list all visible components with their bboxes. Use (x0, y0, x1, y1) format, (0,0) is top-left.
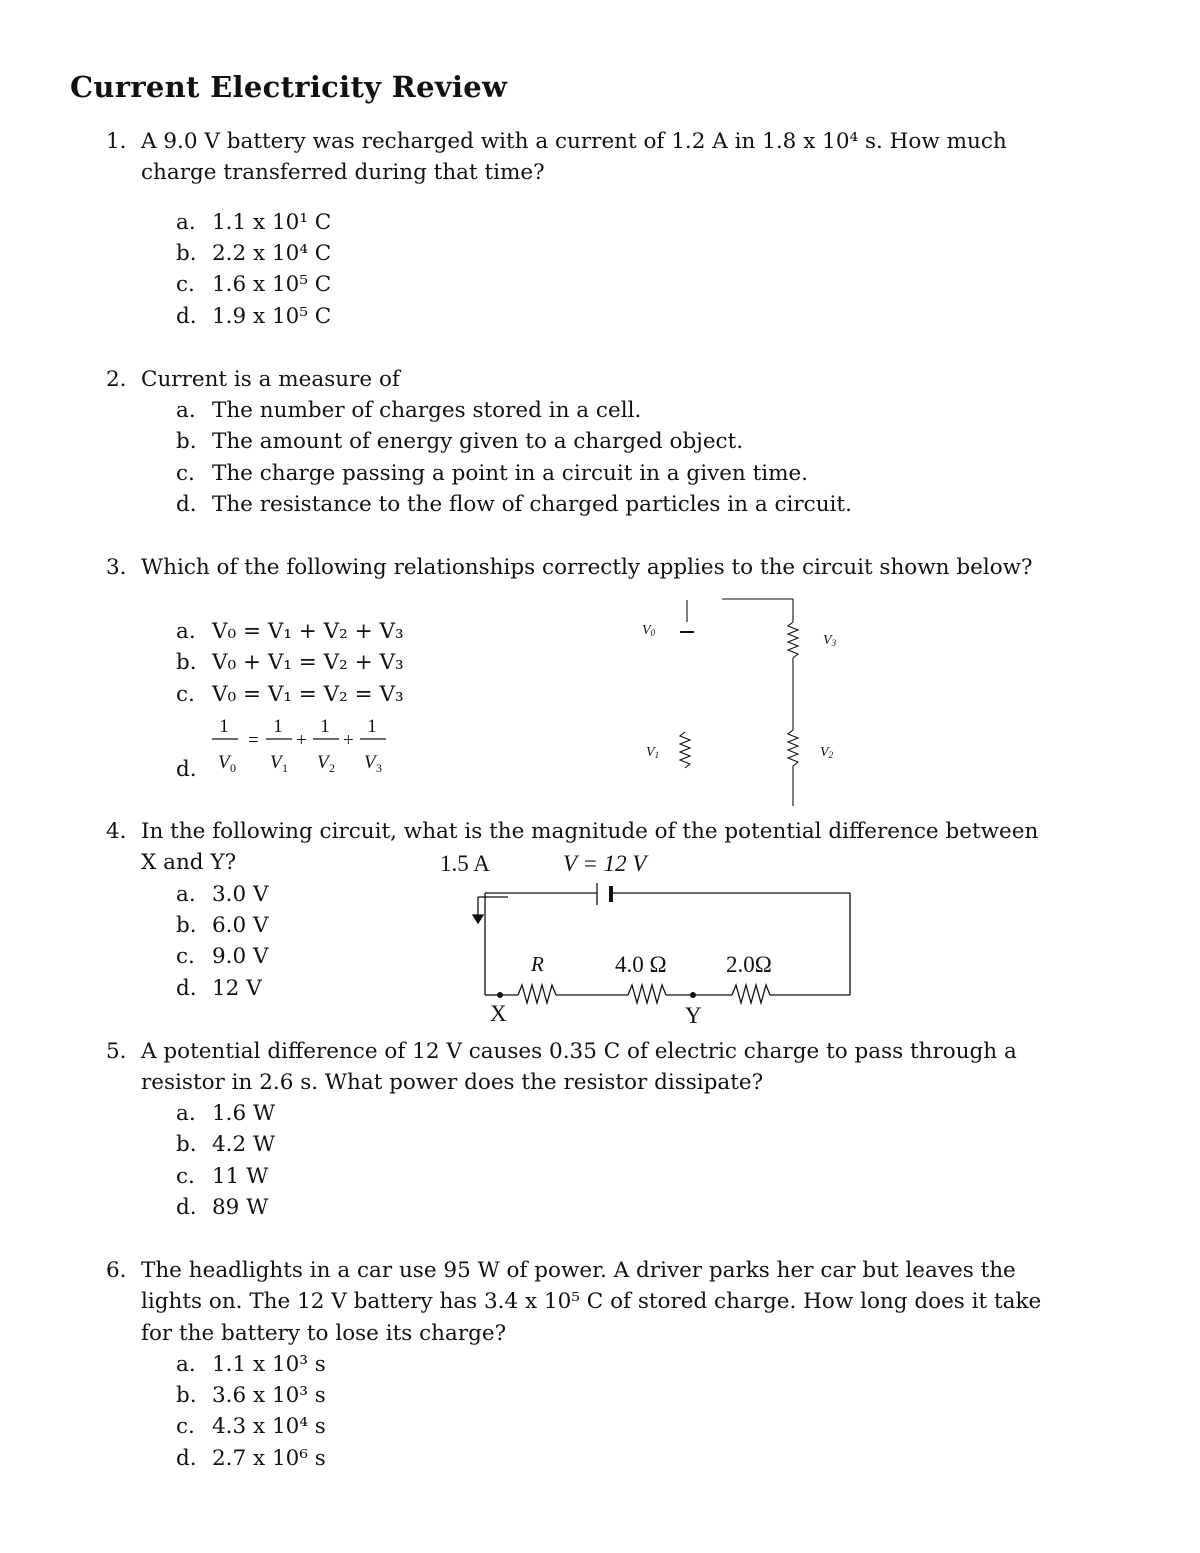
option-letter: b. (176, 1383, 197, 1408)
question-number: 5. (106, 1039, 127, 1064)
option-letter: a. (176, 1101, 196, 1126)
question-text-line: charge transferred during that time? (141, 160, 545, 185)
option-text: 2.2 x 10⁴ C (212, 241, 332, 266)
formula-denominator: V (317, 752, 329, 773)
answer-option (176, 1192, 268, 1223)
option-letter: b. (176, 1132, 197, 1157)
voltage-label: V = 12 V (563, 851, 647, 876)
question-text-line: Current is a measure of (141, 367, 400, 392)
resistor-r-label: R (531, 952, 544, 976)
question-text-line: resistor in 2.6 s. What power does the resistor dissipate? (141, 1070, 764, 1095)
question-text-line: X and Y? (141, 850, 237, 875)
resistor-v1 (680, 732, 690, 768)
answer-option (176, 754, 212, 785)
option-text: 1.6 W (212, 1101, 276, 1126)
plus-sign: + (296, 730, 307, 751)
answer-option (176, 489, 852, 520)
current-label: 1.5 A (440, 851, 490, 876)
answer-option (176, 426, 743, 457)
option-text: 9.0 V (212, 944, 269, 969)
option-letter: c. (176, 1414, 195, 1439)
answer-option (176, 1443, 326, 1474)
option-text: 1.1 x 10¹ C (212, 210, 332, 235)
answer-option (176, 269, 331, 300)
option-letter: d. (176, 304, 197, 329)
label-v3: V3 (823, 633, 837, 648)
formula-subscript: 3 (376, 761, 382, 775)
answer-option (176, 1098, 275, 1129)
answer-option (176, 879, 269, 910)
formula-subscript: 2 (329, 761, 335, 775)
series-circuit-diagram (430, 845, 860, 1030)
option-text: 1.9 x 10⁵ C (212, 304, 332, 329)
formula-numerator: 1 (219, 716, 229, 737)
answer-option (176, 207, 331, 238)
option-text: 1.1 x 10³ s (212, 1352, 326, 1377)
plus-sign: + (343, 730, 354, 751)
label-v0: V0 (642, 623, 656, 638)
answer-option (176, 941, 269, 972)
reciprocal-formula (208, 712, 398, 776)
node-x (497, 992, 503, 998)
formula-subscript: 1 (282, 761, 288, 775)
option-text: The number of charges stored in a cell. (212, 398, 642, 423)
option-letter: d. (176, 1195, 197, 1220)
option-letter: c. (176, 461, 195, 486)
answer-option (176, 395, 641, 426)
answer-option (176, 647, 404, 678)
answer-option (176, 616, 404, 647)
question-number: 1. (106, 129, 127, 154)
option-letter: b. (176, 241, 197, 266)
option-text: 3.6 x 10³ s (212, 1383, 326, 1408)
question-text-line: A 9.0 V battery was recharged with a current of 1.2 A in 1.8 x 10⁴ s. How much (141, 129, 1007, 154)
label-v2: V2 (820, 745, 834, 760)
resistor-4ohm-label: 4.0 Ω (615, 952, 667, 977)
option-letter: a. (176, 882, 196, 907)
answer-option (176, 1411, 326, 1442)
option-text: V₀ = V₁ = V₂ = V₃ (212, 682, 404, 707)
option-letter: d. (176, 1446, 197, 1471)
node-y (690, 992, 696, 998)
option-letter: a. (176, 619, 196, 644)
answer-option (176, 973, 262, 1004)
formula-numerator: 1 (273, 716, 283, 737)
resistor-4ohm (628, 985, 666, 1003)
formula-numerator: 1 (367, 716, 377, 737)
question-number: 3. (106, 555, 127, 580)
resistor-r (518, 985, 556, 1003)
option-text: 12 V (212, 976, 262, 1001)
option-text: The resistance to the flow of charged particles in a circuit. (212, 492, 852, 517)
point-x-label: X (490, 1001, 507, 1026)
option-text: The charge passing a point in a circuit in a given time. (212, 461, 809, 486)
resistor-2ohm (732, 985, 770, 1003)
question-number: 4. (106, 819, 127, 844)
answer-option (176, 238, 331, 269)
answer-option (176, 910, 269, 941)
option-letter: a. (176, 210, 196, 235)
option-text: 6.0 V (212, 913, 269, 938)
option-letter: a. (176, 398, 196, 423)
answer-option (176, 1161, 268, 1192)
option-text: 2.7 x 10⁶ s (212, 1446, 326, 1471)
question-text-line: lights on. The 12 V battery has 3.4 x 10⁵ C of stored charge. How long does it take (141, 1289, 1042, 1314)
option-letter: d. (176, 976, 197, 1001)
equals-sign: = (248, 730, 259, 751)
option-text: The amount of energy given to a charged object. (212, 429, 744, 454)
option-text: 1.6 x 10⁵ C (212, 272, 332, 297)
question-number: 2. (106, 367, 127, 392)
resistor-2ohm-label: 2.0Ω (726, 952, 772, 977)
formula-numerator: 1 (320, 716, 330, 737)
label-v1: V1 (646, 745, 660, 760)
resistor-v3 (788, 622, 798, 658)
resistor-v2 (788, 730, 798, 766)
arrowhead-icon (473, 915, 483, 923)
option-text: 3.0 V (212, 882, 269, 907)
formula-subscript: 0 (230, 761, 236, 775)
option-letter: c. (176, 1164, 195, 1189)
option-letter: d. (176, 492, 197, 517)
option-text: 89 W (212, 1195, 269, 1220)
answer-option (176, 679, 404, 710)
answer-option (176, 301, 331, 332)
answer-option (176, 458, 808, 489)
question-text-line: In the following circuit, what is the magnitude of the potential difference between (141, 819, 1039, 844)
parallel-series-circuit-diagram (630, 592, 860, 812)
option-letter: b. (176, 650, 197, 675)
option-text: 4.2 W (212, 1132, 276, 1157)
option-text: 4.3 x 10⁴ s (212, 1414, 326, 1439)
option-letter: a. (176, 1352, 196, 1377)
answer-option (176, 1380, 326, 1411)
option-text: 11 W (212, 1164, 269, 1189)
option-letter: b. (176, 429, 197, 454)
point-y-label: Y (685, 1003, 702, 1028)
option-letter: c. (176, 944, 195, 969)
option-letter: c. (176, 272, 195, 297)
question-number: 6. (106, 1258, 127, 1283)
option-letter: c. (176, 682, 195, 707)
answer-option (176, 1129, 275, 1160)
question-text-line: for the battery to lose its charge? (141, 1321, 507, 1346)
question-text-line: A potential difference of 12 V causes 0.35 C of electric charge to pass through a (141, 1039, 1017, 1064)
question-text-line: The headlights in a car use 95 W of power. A driver parks her car but leaves the (141, 1258, 1016, 1283)
question-text-line: Which of the following relationships correctly applies to the circuit shown below? (141, 555, 1033, 580)
formula-denominator: V (218, 752, 230, 773)
option-letter: b. (176, 913, 197, 938)
formula-denominator: V (270, 752, 282, 773)
formula-denominator: V (364, 752, 376, 773)
option-text: V₀ = V₁ + V₂ + V₃ (212, 619, 404, 644)
option-letter: d. (176, 757, 197, 782)
answer-option (176, 1349, 326, 1380)
page-title: Current Electricity Review (70, 70, 508, 104)
option-text: V₀ + V₁ = V₂ + V₃ (212, 650, 404, 675)
